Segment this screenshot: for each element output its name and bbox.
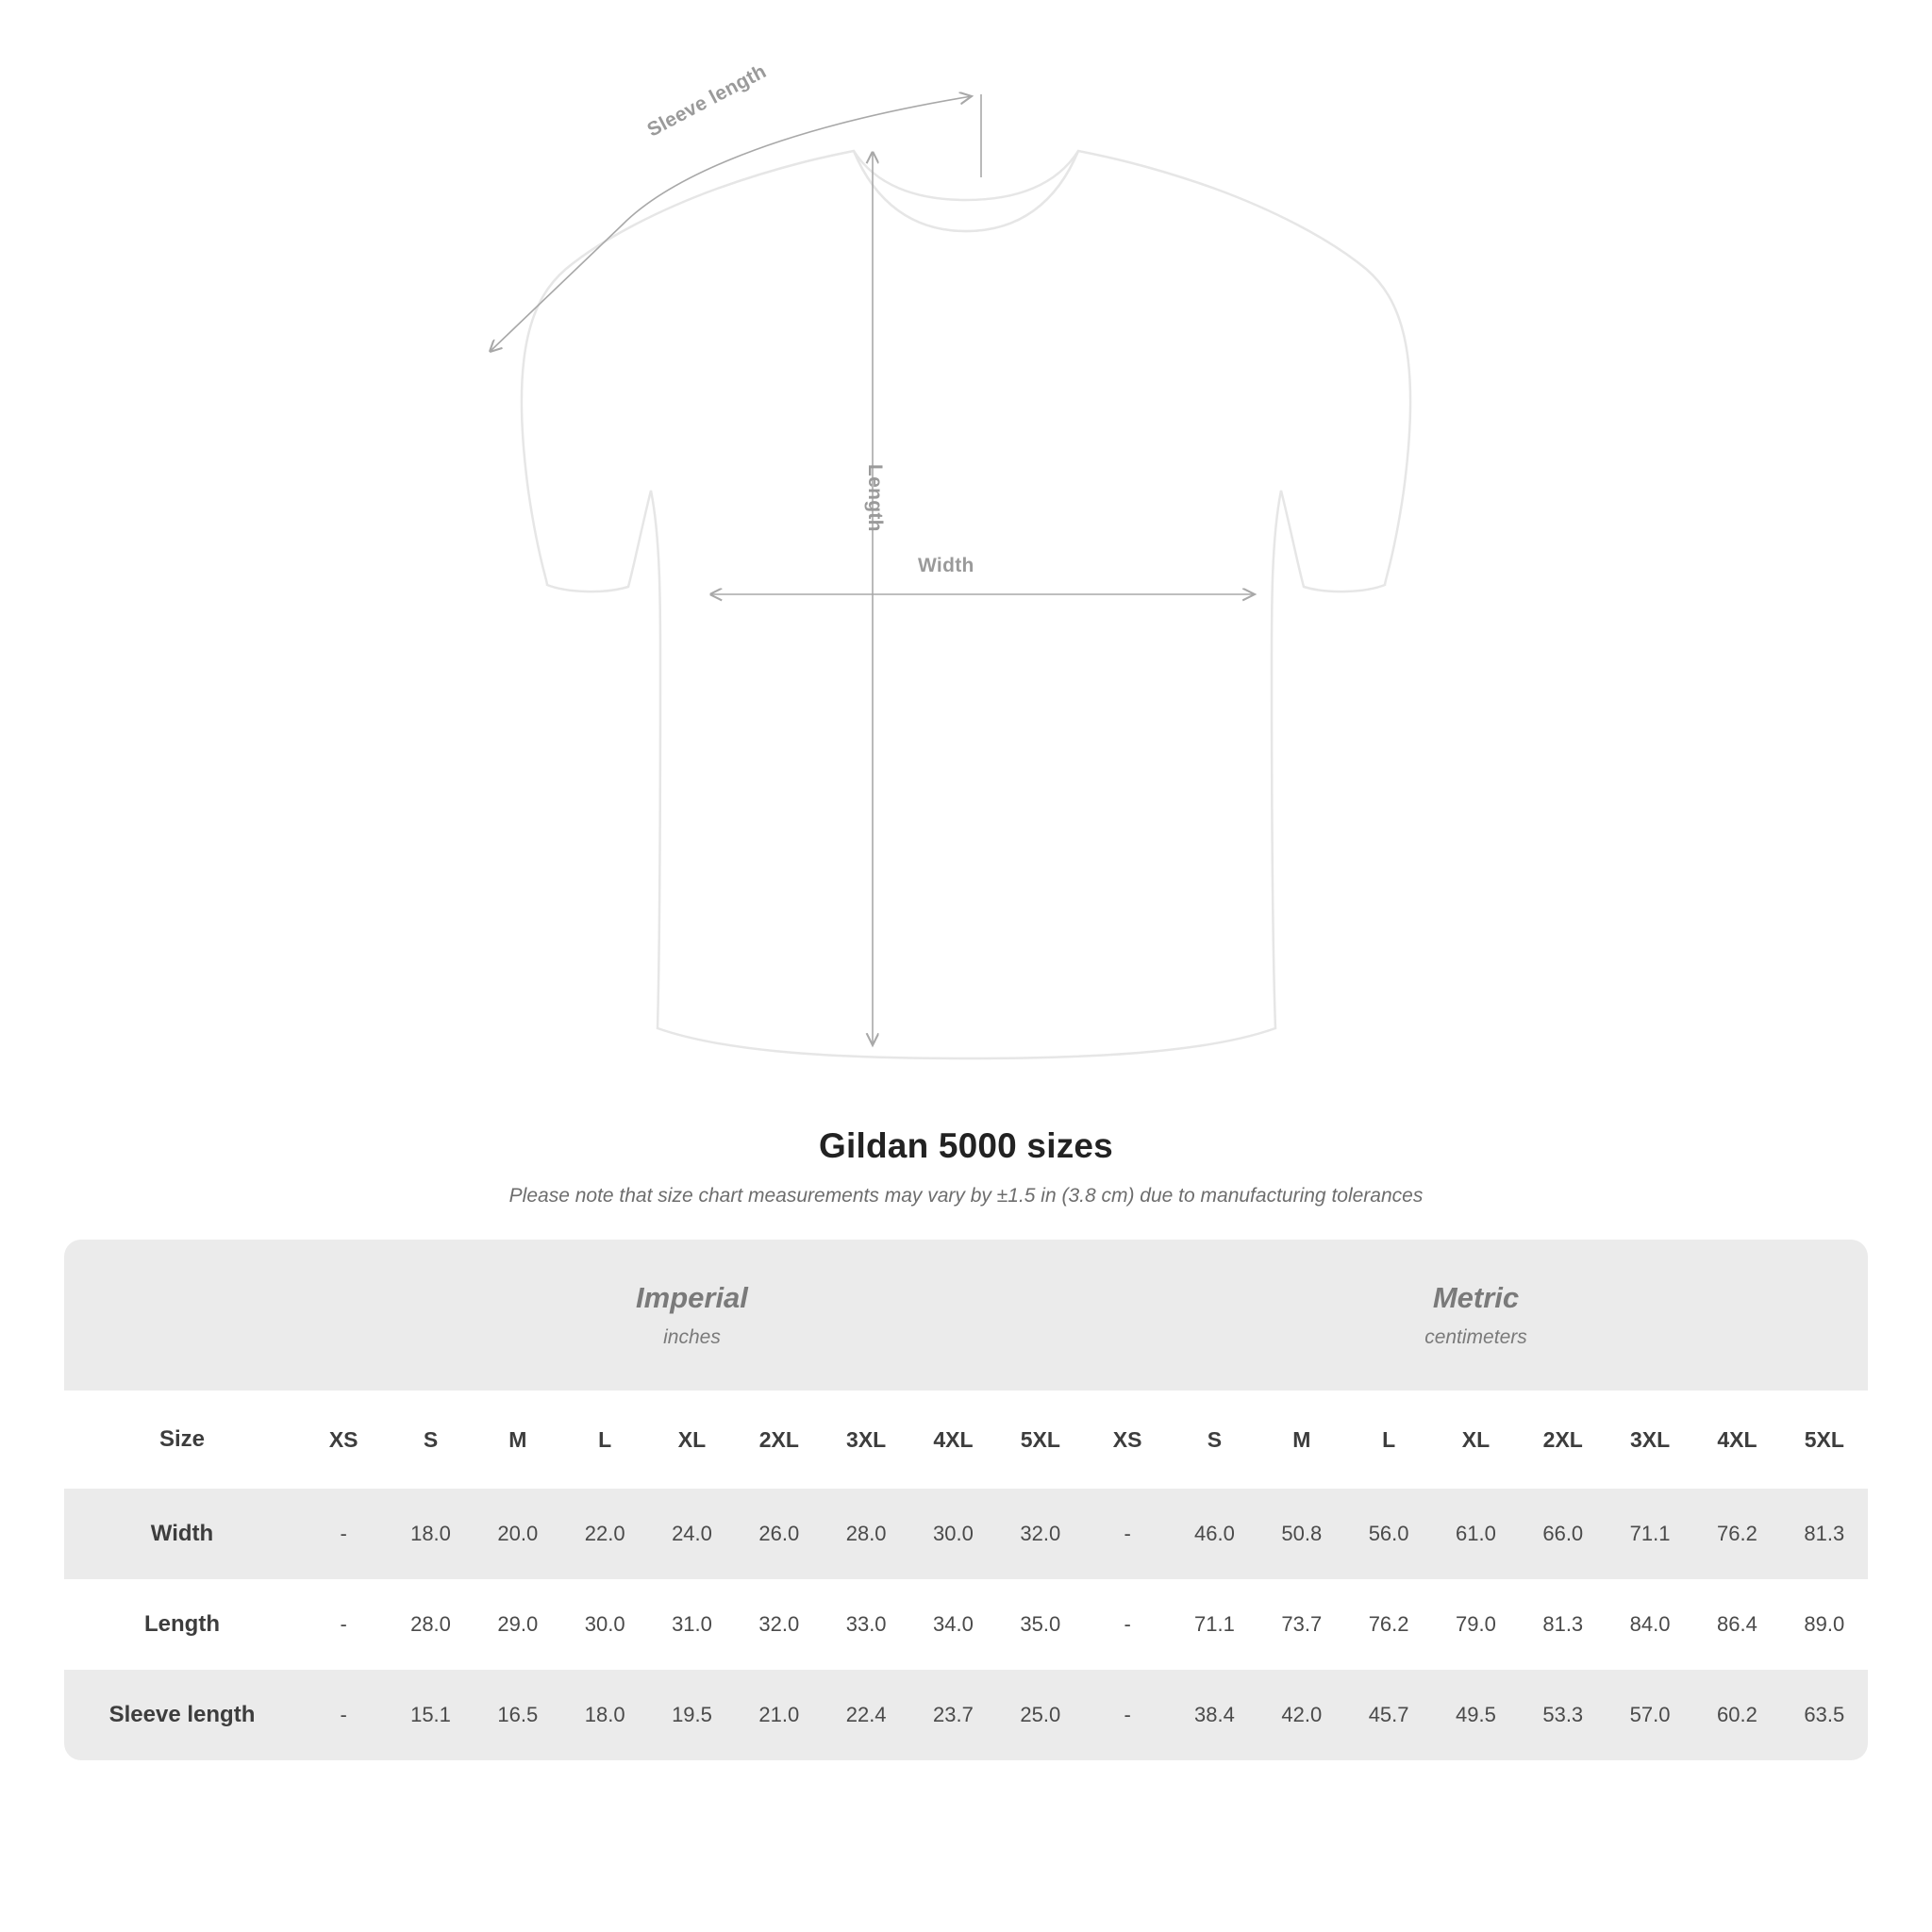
cell-width-imperial-2: 20.0 <box>475 1489 561 1579</box>
cell-sleeve-metric-8: 63.5 <box>1781 1670 1868 1760</box>
unit-name-imperial: Imperial <box>636 1281 748 1314</box>
cell-width-imperial-8: 32.0 <box>997 1489 1084 1579</box>
cell-width-metric-4: 61.0 <box>1432 1489 1519 1579</box>
cell-sleeve-metric-4: 49.5 <box>1432 1670 1519 1760</box>
size-header-row <box>64 1391 1868 1489</box>
cell-sleeve-imperial-8: 25.0 <box>997 1670 1084 1760</box>
cell-sleeve-imperial-4: 19.5 <box>648 1670 735 1760</box>
size-col-metric-m: M <box>1258 1391 1345 1489</box>
row-label-length: Length <box>64 1579 300 1670</box>
cell-length-metric-5: 81.3 <box>1520 1579 1607 1670</box>
table-row <box>64 1579 1868 1670</box>
cell-width-metric-6: 71.1 <box>1607 1489 1693 1579</box>
size-col-imperial-l: L <box>561 1391 648 1489</box>
cell-length-metric-4: 79.0 <box>1432 1579 1519 1670</box>
cell-width-metric-1: 46.0 <box>1171 1489 1257 1579</box>
cell-length-metric-6: 84.0 <box>1607 1579 1693 1670</box>
size-col-metric-xs: XS <box>1084 1391 1171 1489</box>
cell-width-imperial-4: 24.0 <box>648 1489 735 1579</box>
size-col-imperial-5xl: 5XL <box>997 1391 1084 1489</box>
cell-width-metric-8: 81.3 <box>1781 1489 1868 1579</box>
cell-width-imperial-0: - <box>300 1489 387 1579</box>
cell-sleeve-metric-5: 53.3 <box>1520 1670 1607 1760</box>
cell-sleeve-metric-0: - <box>1084 1670 1171 1760</box>
unit-sub-imperial: inches <box>663 1326 721 1348</box>
size-col-imperial-xl: XL <box>648 1391 735 1489</box>
sleeve-length-label: Sleeve length <box>643 60 771 142</box>
t-shirt-shape <box>522 151 1410 1058</box>
size-col-metric-l: L <box>1345 1391 1432 1489</box>
cell-sleeve-metric-1: 38.4 <box>1171 1670 1257 1760</box>
cell-sleeve-imperial-2: 16.5 <box>475 1670 561 1760</box>
row-label-sleeve-length: Sleeve length <box>64 1670 300 1760</box>
cell-length-imperial-7: 34.0 <box>909 1579 996 1670</box>
cell-sleeve-imperial-6: 22.4 <box>823 1670 909 1760</box>
cell-width-metric-0: - <box>1084 1489 1171 1579</box>
cell-sleeve-imperial-0: - <box>300 1670 387 1760</box>
cell-width-metric-5: 66.0 <box>1520 1489 1607 1579</box>
size-col-metric-5xl: 5XL <box>1781 1391 1868 1489</box>
cell-sleeve-imperial-1: 15.1 <box>387 1670 474 1760</box>
cell-width-imperial-6: 28.0 <box>823 1489 909 1579</box>
size-header-label: Size <box>64 1391 300 1489</box>
unit-sub-metric: centimeters <box>1424 1326 1527 1348</box>
size-col-imperial-4xl: 4XL <box>909 1391 996 1489</box>
row-label-width: Width <box>64 1489 300 1579</box>
cell-length-metric-8: 89.0 <box>1781 1579 1868 1670</box>
cell-length-imperial-4: 31.0 <box>648 1579 735 1670</box>
unit-header-imperial <box>300 1240 1084 1391</box>
cell-sleeve-imperial-3: 18.0 <box>561 1670 648 1760</box>
unit-header-metric <box>1084 1240 1868 1391</box>
size-col-imperial-3xl: 3XL <box>823 1391 909 1489</box>
cell-width-metric-3: 56.0 <box>1345 1489 1432 1579</box>
cell-sleeve-metric-2: 42.0 <box>1258 1670 1345 1760</box>
cell-width-imperial-7: 30.0 <box>909 1489 996 1579</box>
cell-length-imperial-0: - <box>300 1579 387 1670</box>
cell-sleeve-metric-7: 60.2 <box>1693 1670 1780 1760</box>
size-col-metric-xl: XL <box>1432 1391 1519 1489</box>
length-label: Length <box>864 464 886 532</box>
size-col-metric-3xl: 3XL <box>1607 1391 1693 1489</box>
cell-length-imperial-2: 29.0 <box>475 1579 561 1670</box>
table-row <box>64 1670 1868 1760</box>
tolerance-note: Please note that size chart measurements may vary by ±1.5 in (3.8 cm) due to manufacturing tolerances <box>508 1185 1424 1207</box>
cell-sleeve-imperial-7: 23.7 <box>909 1670 996 1760</box>
size-col-imperial-m: M <box>475 1391 561 1489</box>
size-col-imperial-xs: XS <box>300 1391 387 1489</box>
size-col-metric-s: S <box>1171 1391 1257 1489</box>
cell-width-imperial-1: 18.0 <box>387 1489 474 1579</box>
cell-length-metric-2: 73.7 <box>1258 1579 1345 1670</box>
cell-width-imperial-3: 22.0 <box>561 1489 648 1579</box>
size-col-imperial-2xl: 2XL <box>736 1391 823 1489</box>
cell-length-imperial-1: 28.0 <box>387 1579 474 1670</box>
size-col-imperial-s: S <box>387 1391 474 1489</box>
cell-length-metric-1: 71.1 <box>1171 1579 1257 1670</box>
cell-length-imperial-3: 30.0 <box>561 1579 648 1670</box>
page-title: Gildan 5000 sizes <box>819 1126 1113 1165</box>
size-col-metric-2xl: 2XL <box>1520 1391 1607 1489</box>
cell-width-metric-2: 50.8 <box>1258 1489 1345 1579</box>
width-label: Width <box>918 555 974 576</box>
cell-length-imperial-6: 33.0 <box>823 1579 909 1670</box>
unit-header-spacer <box>64 1240 300 1391</box>
title-block <box>0 1126 1932 1208</box>
size-chart-table-wrap <box>64 1240 1868 1760</box>
cell-length-metric-0: - <box>1084 1579 1171 1670</box>
cell-length-metric-3: 76.2 <box>1345 1579 1432 1670</box>
cell-sleeve-metric-6: 57.0 <box>1607 1670 1693 1760</box>
cell-length-imperial-8: 35.0 <box>997 1579 1084 1670</box>
cell-length-imperial-5: 32.0 <box>736 1579 823 1670</box>
unit-name-metric: Metric <box>1432 1281 1520 1314</box>
unit-system-header-row <box>64 1240 1868 1391</box>
cell-width-imperial-5: 26.0 <box>736 1489 823 1579</box>
table-row <box>64 1489 1868 1579</box>
cell-width-metric-7: 76.2 <box>1693 1489 1780 1579</box>
cell-length-metric-7: 86.4 <box>1693 1579 1780 1670</box>
cell-sleeve-imperial-5: 21.0 <box>736 1670 823 1760</box>
size-chart-table <box>64 1240 1868 1760</box>
size-col-metric-4xl: 4XL <box>1693 1391 1780 1489</box>
cell-sleeve-metric-3: 45.7 <box>1345 1670 1432 1760</box>
